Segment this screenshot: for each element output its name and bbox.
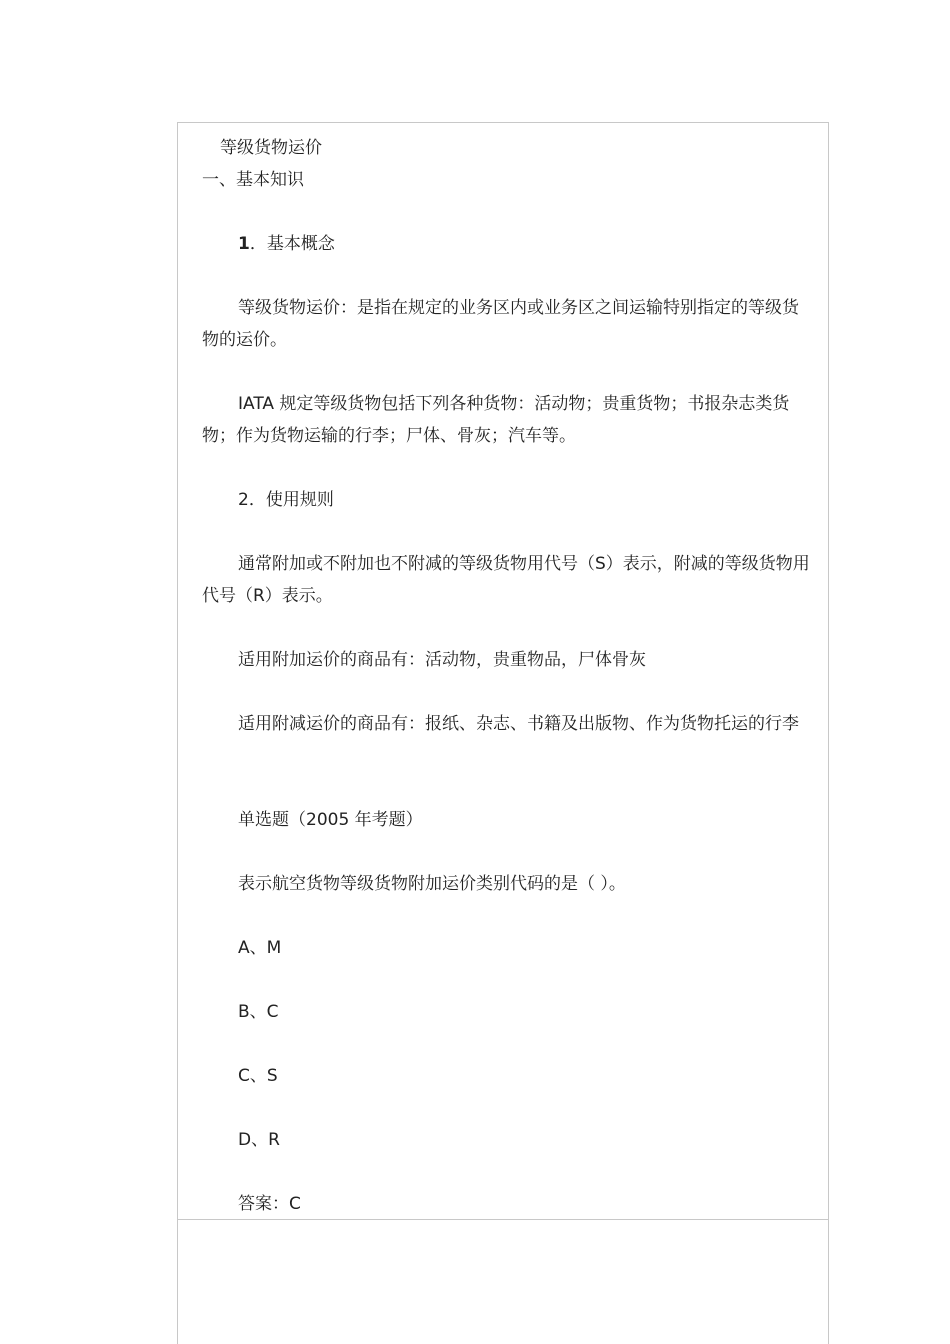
question-type-label: 单选题（2005 年考题） xyxy=(238,810,423,830)
rule-codes-paragraph: 通常附加或不附加也不附减的等级货物用代号（S）表示，附减的等级货物用代号（R）表示。 xyxy=(202,554,810,606)
question-text: 表示航空货物等级货物附加运价类别代码的是（ ）。 xyxy=(238,874,626,894)
subheading-label: ．基本概念 xyxy=(249,234,335,254)
option-b: B、C xyxy=(238,1002,279,1022)
section-heading: 一、基本知识 xyxy=(202,170,304,190)
definition-paragraph: 等级货物运价：是指在规定的业务区内或业务区之间运输特别指定的等级货物的运价。 xyxy=(202,298,799,350)
iata-paragraph: IATA 规定等级货物包括下列各种货物：活动物；贵重货物；书报杂志类货物；作为货物运输的行李；尸体、骨灰；汽车等。 xyxy=(202,394,790,446)
option-a: A、M xyxy=(238,938,282,958)
option-c: C、S xyxy=(238,1066,278,1086)
answer-text: 答案：C xyxy=(238,1194,301,1214)
surcharge-goods-text: 适用附加运价的商品有：活动物，贵重物品，尸体骨灰 xyxy=(238,650,646,670)
subheading-usage-rules: 2．使用规则 xyxy=(238,490,334,510)
subheading-number: 1 xyxy=(238,234,250,254)
document-title: 等级货物运价 xyxy=(220,138,322,158)
reduction-goods-paragraph: 适用附减运价的商品有：报纸、杂志、书籍及出版物、作为货物托运的行李 xyxy=(238,714,799,734)
option-d: D、R xyxy=(238,1130,280,1150)
subheading-basic-concept xyxy=(238,228,335,260)
